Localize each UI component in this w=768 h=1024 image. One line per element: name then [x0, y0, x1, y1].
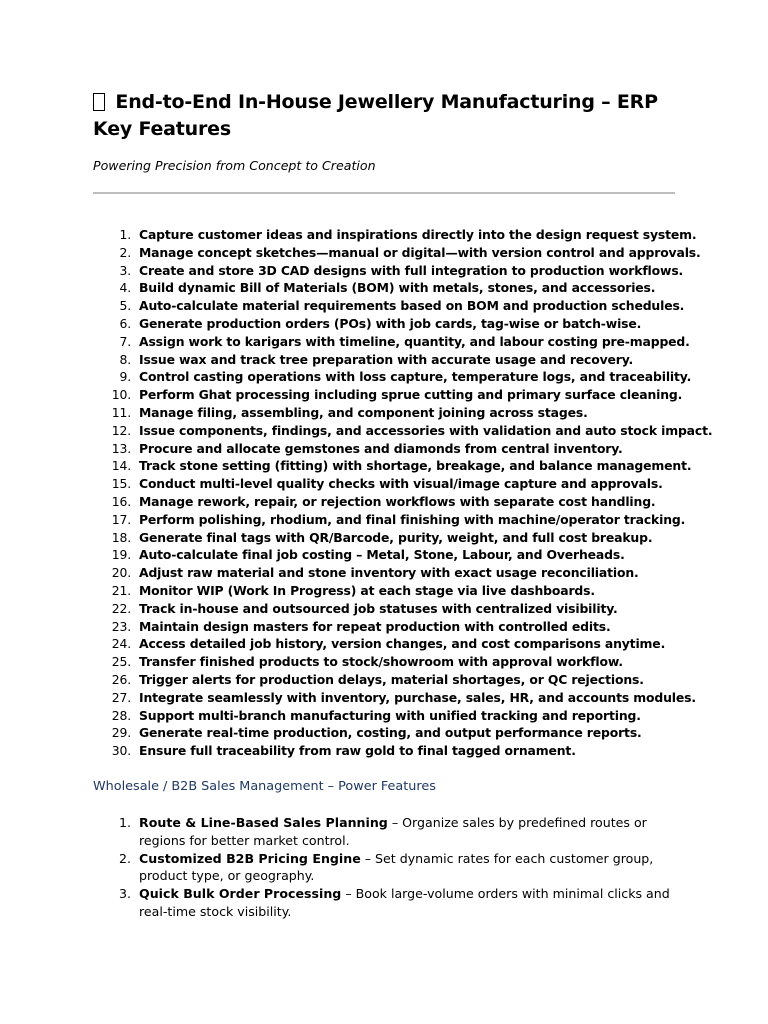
document-subtitle: Powering Precision from Concept to Creation [93, 158, 376, 173]
b2b-section-heading: Wholesale / B2B Sales Management – Power Features [93, 779, 436, 794]
list-number: 4. [119, 280, 131, 296]
list-number: 18. [111, 529, 131, 545]
list-number: 25. [111, 654, 131, 670]
feature-text: Monitor WIP (Work In Progress) at each stage via live dashboards. [139, 582, 595, 598]
feature-list-item [93, 351, 693, 369]
feature-list-item [93, 529, 693, 547]
feature-text: Procure and allocate gemstones and diamonds from central inventory. [139, 440, 623, 456]
feature-list-item [93, 653, 693, 671]
feature-text: Manage rework, repair, or rejection workflows with separate cost handling. [139, 493, 656, 509]
b2b-feature-description: – Set dynamic rates for each customer group, product type, or geography. [139, 850, 654, 883]
list-number: 16. [111, 493, 131, 509]
list-number: 26. [111, 671, 131, 687]
feature-list-item [93, 262, 693, 280]
feature-list-item [93, 689, 696, 707]
list-number: 20. [111, 565, 131, 581]
b2b-feature-term: Quick Bulk Order Processing [139, 886, 342, 901]
feature-list-item [93, 475, 693, 493]
feature-list-item [93, 635, 693, 653]
feature-text: Generate production orders (POs) with job cards, tag-wise or batch-wise. [139, 315, 642, 331]
list-number: 1. [118, 815, 131, 830]
list-number: 14. [111, 458, 131, 474]
list-number: 11. [111, 404, 131, 420]
b2b-feature-term: Route & Line-Based Sales Planning [139, 815, 388, 830]
document-title-text: End-to-End In-House Jewellery Manufacturing – ERP Key Features [93, 91, 658, 140]
b2b-features-list [93, 814, 683, 921]
feature-list-item [93, 493, 693, 511]
list-number: 6. [119, 315, 131, 331]
list-number: 19. [111, 547, 131, 563]
feature-text: Maintain design masters for repeat production with controlled edits. [139, 618, 611, 634]
b2b-feature-term: Customized B2B Pricing Engine [139, 850, 361, 866]
list-number: 8. [119, 351, 131, 367]
feature-text: Issue wax and track tree preparation with accurate usage and recovery. [139, 351, 634, 367]
list-number: 24. [111, 636, 131, 652]
feature-list-item [93, 422, 713, 440]
list-number: 27. [111, 689, 131, 705]
feature-text: Manage concept sketches—manual or digital—with version control and approvals. [139, 244, 701, 260]
list-number: 17. [111, 511, 131, 527]
feature-list-item [93, 618, 693, 636]
b2b-list-item [93, 850, 683, 885]
feature-text: Generate final tags with QR/Barcode, purity, weight, and full cost breakup. [139, 529, 653, 545]
list-number: 30. [111, 743, 131, 759]
list-number: 3. [119, 262, 131, 278]
list-number: 2. [118, 850, 131, 866]
feature-text: Auto-calculate material requirements based on BOM and production schedules. [139, 298, 685, 314]
feature-list-item [93, 279, 693, 297]
list-number: 21. [111, 582, 131, 598]
horizontal-divider [93, 192, 675, 194]
feature-text: Access detailed job history, version changes, and cost comparisons anytime. [139, 636, 666, 652]
feature-text: Adjust raw material and stone inventory with exact usage reconciliation. [139, 565, 639, 581]
erp-features-list [93, 226, 713, 760]
list-number: 28. [111, 707, 131, 723]
list-number: 9. [119, 369, 131, 385]
feature-list-item [93, 564, 693, 582]
feature-list-item [93, 457, 693, 475]
feature-list-item [93, 386, 693, 404]
feature-list-item [93, 297, 693, 315]
b2b-feature-description: – Book large-volume orders with minimal clicks and real-time stock visibility. [139, 886, 670, 919]
list-number: 2. [119, 244, 131, 260]
feature-list-item [93, 226, 697, 244]
feature-text: Ensure full traceability from raw gold to final tagged ornament. [139, 743, 576, 759]
feature-list-item [93, 440, 693, 458]
feature-text: Support multi-branch manufacturing with unified tracking and reporting. [139, 707, 641, 723]
feature-text: Track in-house and outsourced job statuses with centralized visibility. [139, 600, 618, 616]
list-number: 23. [111, 618, 131, 634]
b2b-feature-description: – Organize sales by predefined routes or regions for better market control. [139, 815, 647, 848]
feature-text: Assign work to karigars with timeline, quantity, and labour costing pre-mapped. [139, 333, 690, 349]
feature-list-item [93, 671, 693, 689]
feature-list-item [93, 582, 693, 600]
document-title [93, 89, 683, 143]
feature-list-item [93, 315, 693, 333]
feature-text: Generate real-time production, costing, and output performance reports. [139, 725, 642, 741]
list-number: 13. [111, 440, 131, 456]
list-number: 10. [111, 387, 131, 403]
list-number: 15. [111, 476, 131, 492]
list-number: 3. [118, 886, 131, 901]
list-number: 22. [111, 600, 131, 616]
feature-list-item [93, 333, 693, 351]
feature-text: Trigger alerts for production delays, material shortages, or QC rejections. [139, 671, 644, 687]
feature-list-item [93, 707, 693, 725]
list-number: 5. [119, 298, 131, 314]
feature-text: Build dynamic Bill of Materials (BOM) with metals, stones, and accessories. [139, 280, 656, 296]
feature-text: Perform polishing, rhodium, and final finishing with machine/operator tracking. [139, 511, 686, 527]
list-number: 7. [119, 333, 131, 349]
feature-text: Conduct multi-level quality checks with visual/image capture and approvals. [139, 476, 663, 492]
feature-text: Auto-calculate final job costing – Metal, Stone, Labour, and Overheads. [139, 547, 625, 563]
feature-list-item [93, 404, 693, 422]
feature-text: Control casting operations with loss capture, temperature logs, and traceability. [139, 369, 692, 385]
list-number: 29. [111, 725, 131, 741]
feature-text: Integrate seamlessly with inventory, purchase, sales, HR, and accounts modules. [139, 689, 696, 705]
feature-list-item [93, 742, 693, 760]
feature-text: Issue components, findings, and accessories with validation and auto stock impact. [139, 422, 713, 438]
feature-list-item [93, 368, 693, 386]
feature-list-item [93, 724, 693, 742]
list-number: 12. [111, 422, 131, 438]
feature-text: Perform Ghat processing including sprue cutting and primary surface cleaning. [139, 387, 683, 403]
feature-list-item [93, 546, 693, 564]
feature-text: Track stone setting (fitting) with shortage, breakage, and balance management. [139, 458, 692, 474]
b2b-list-item [93, 885, 683, 920]
feature-text: Transfer finished products to stock/showroom with approval workflow. [139, 654, 623, 670]
feature-text: Capture customer ideas and inspirations directly into the design request system. [139, 227, 697, 242]
b2b-list-item [93, 814, 683, 849]
feature-text: Manage filing, assembling, and component joining across stages. [139, 404, 588, 420]
list-number: 1. [119, 227, 131, 242]
missing-glyph-icon [93, 93, 105, 111]
feature-list-item [93, 511, 693, 529]
feature-list-item [93, 244, 701, 262]
feature-list-item [93, 600, 693, 618]
feature-text: Create and store 3D CAD designs with full integration to production workflows. [139, 262, 684, 278]
